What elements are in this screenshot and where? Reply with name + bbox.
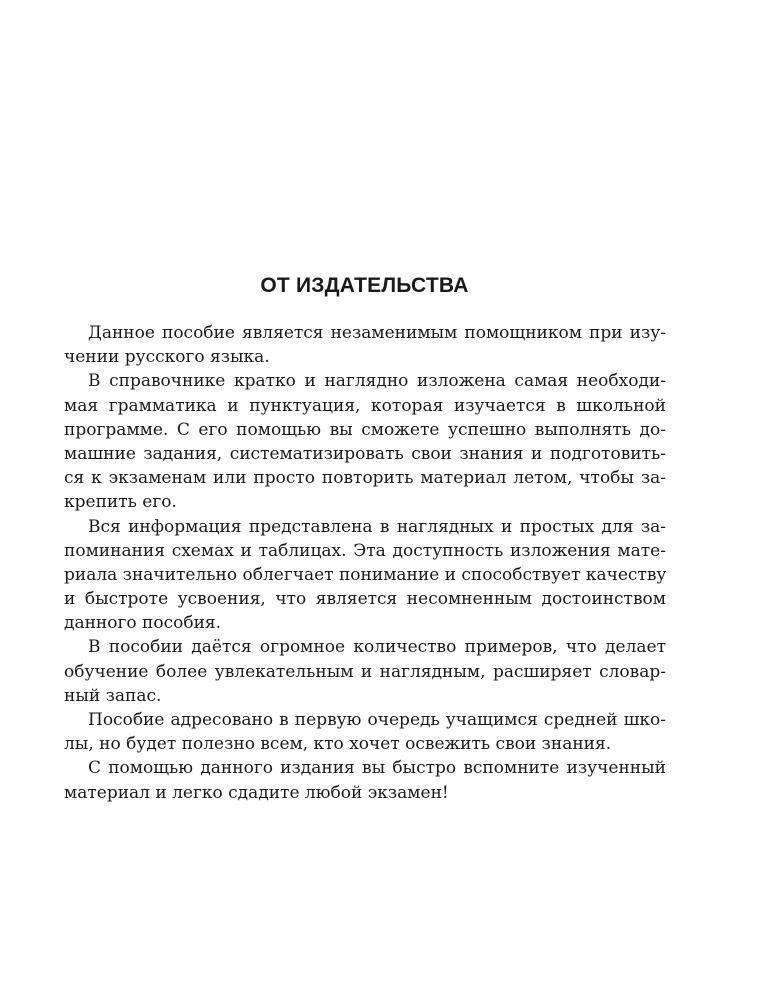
paragraph-line: обучение более увлекательным и наглядным, расширяет словар-	[64, 661, 666, 682]
paragraph-line: С помощью данного издания вы быстро вспомните изученный	[88, 758, 666, 779]
paragraph-line: ный запас.	[64, 685, 162, 706]
paragraph-line: лы, но будет полезно всем, кто хочет освежить свои знания.	[64, 734, 612, 755]
paragraph-line: машние задания, систематизировать свои знания и подготовить-	[64, 443, 666, 464]
page-title: ОТ ИЗДАТЕЛЬСТВА	[260, 274, 469, 297]
paragraph-line: Вся информация представлена в наглядных и простых для за-	[88, 516, 666, 537]
paragraph-line: ся к экзаменам или просто повторить материал летом, чтобы за-	[64, 468, 666, 489]
paragraph-line: поминания схемах и таблицах. Эта доступность изложения мате-	[64, 540, 666, 561]
paragraph-line: мая грамматика и пунктуация, которая изучается в школьной	[64, 395, 666, 416]
paragraph-line: риала значительно облегчает понимание и способствует качеству	[64, 564, 667, 585]
preface-text	[64, 321, 666, 805]
paragraph-line: Данное пособие является незаменимым помощником при изу-	[88, 323, 666, 343]
paragraph-line: В пособии даётся огромное количество примеров, что делает	[88, 637, 666, 658]
paragraph-line: материал и легко сдадите любой экзамен!	[64, 782, 449, 803]
paragraph-line: В справочнике кратко и наглядно изложена самая необходи-	[88, 371, 666, 392]
paragraph-line: чении русского языка.	[64, 347, 270, 368]
paragraph-line: и быстроте усвоения, что является несомненным достоинством	[64, 589, 666, 610]
paragraph-line: крепить его.	[64, 492, 177, 513]
paragraph-line: программе. С его помощью вы сможете успешно выполнять до-	[64, 419, 666, 440]
paragraph-line: Пособие адресовано в первую очередь учащимся средней шко-	[88, 710, 666, 730]
paragraph-line: данного пособия.	[64, 613, 222, 634]
